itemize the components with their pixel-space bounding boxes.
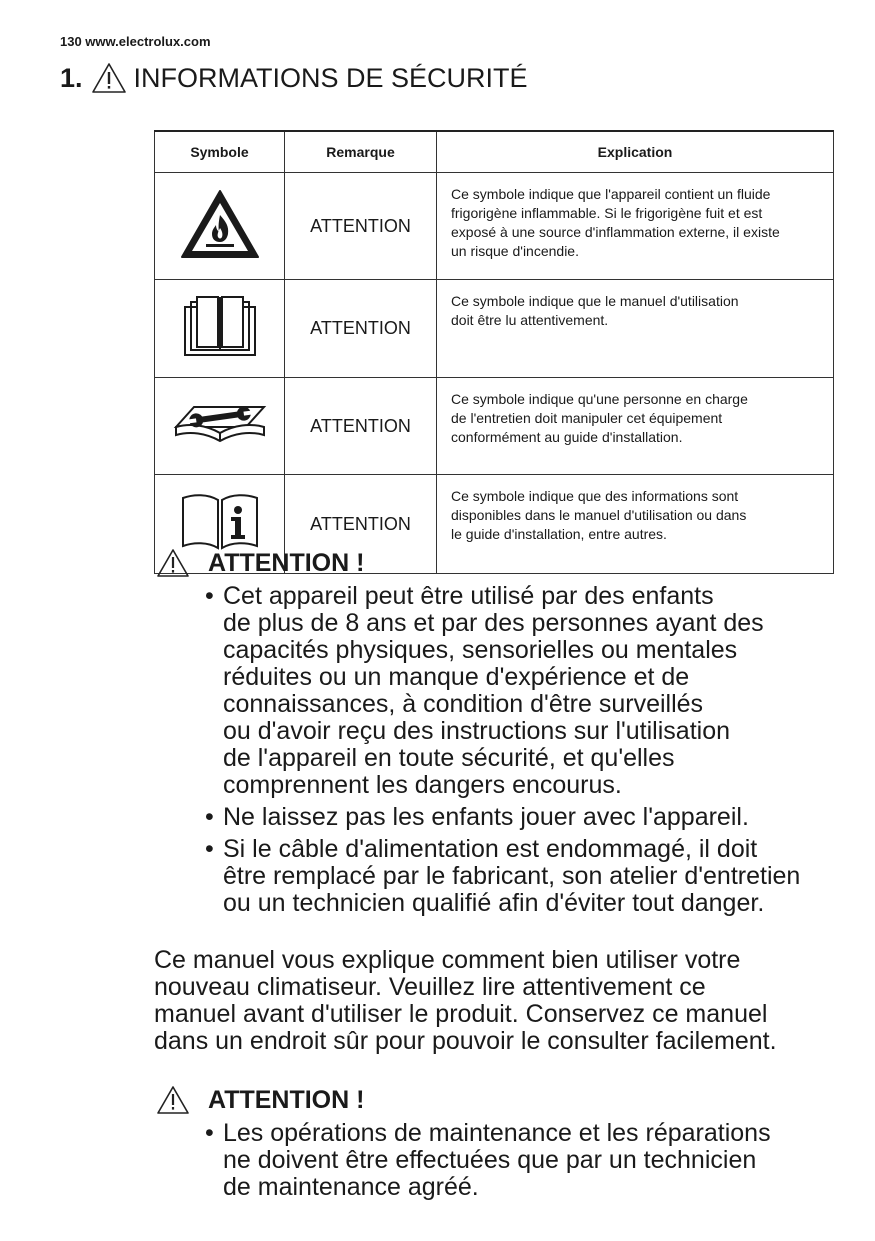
warning-1-list [205,583,800,922]
list-item: • Ne laissez pas les enfants jouer avec l'appareil. [205,804,800,831]
remark-cell: ATTENTION [285,475,437,574]
header-symbol: Symbole [155,131,285,173]
warning-triangle-icon [156,1085,190,1115]
explanation-cell: Ce symbole indique que le manuel d'utilisation doit être lu attentivement. [437,280,834,378]
table-row [155,173,834,280]
section-number: 1. [60,62,83,93]
page-header: 130 www.electrolux.com [60,34,211,49]
list-item: • Cet appareil peut être utilisé par des enfants de plus de 8 ans et par des personnes ayant des capacités physiques, sensorielles ou mentales réduites ou un manque d'expérience et de connaissances, à condition d'être surveillés ou d'avoir reçu des instructions sur l'utilisation de l'appareil en toute sécurité, et qu'elles comprennent les dangers encourus. [205,583,800,799]
intro-paragraph: Ce manuel vous explique comment bien utiliser votre nouveau climatiseur. Veuillez lire attentivement ce manuel avant d'utiliser le produit. Conservez ce manuel dans un endroit sûr pour pouvoir le consulter facilement. [154,946,777,1055]
warning-triangle-icon [91,62,127,94]
remark-cell: ATTENTION [285,173,437,280]
list-item: • Si le câble d'alimentation est endommagé, il doit être remplacé par le fabricant, son atelier d'entretien ou un technicien qualifié afin d'éviter tout danger. [205,836,800,917]
table-header-row [155,131,834,173]
read-manual-icon [183,295,257,357]
remark-cell: ATTENTION [285,280,437,378]
warning-title-1: ATTENTION ! [156,548,364,578]
explanation-cell: Ce symbole indique qu'une personne en charge de l'entretien doit manipuler cet équipement conformément au guide d'installation. [437,378,834,475]
section-heading: INFORMATIONS DE SÉCURITÉ [133,62,528,93]
explanation-cell: Ce symbole indique que des informations sont disponibles dans le manuel d'utilisation ou dans le guide d'installation, entre autres. [437,475,834,574]
remark-cell: ATTENTION [285,378,437,475]
warning-2-list [205,1120,771,1206]
header-explanation: Explication [437,131,834,173]
header-remark: Remarque [285,131,437,173]
symbol-table [154,130,834,574]
info-manual-icon [180,492,260,552]
explanation-cell: Ce symbole indique que l'appareil contient un fluide frigorigène inflammable. Si le frigorigène fuit et est exposé à une source d'inflammation externe, il existe un risque d'incendie. [437,173,834,280]
table-row [155,378,834,475]
list-item: • Les opérations de maintenance et les réparations ne doivent être effectuées que par un technicien de maintenance agréé. [205,1120,771,1201]
table-row [155,280,834,378]
section-title [60,62,528,94]
warning-triangle-icon [156,548,190,578]
warning-title-2: ATTENTION ! [156,1085,364,1115]
service-manual-icon [172,401,268,447]
flammable-warning-icon [179,188,261,260]
